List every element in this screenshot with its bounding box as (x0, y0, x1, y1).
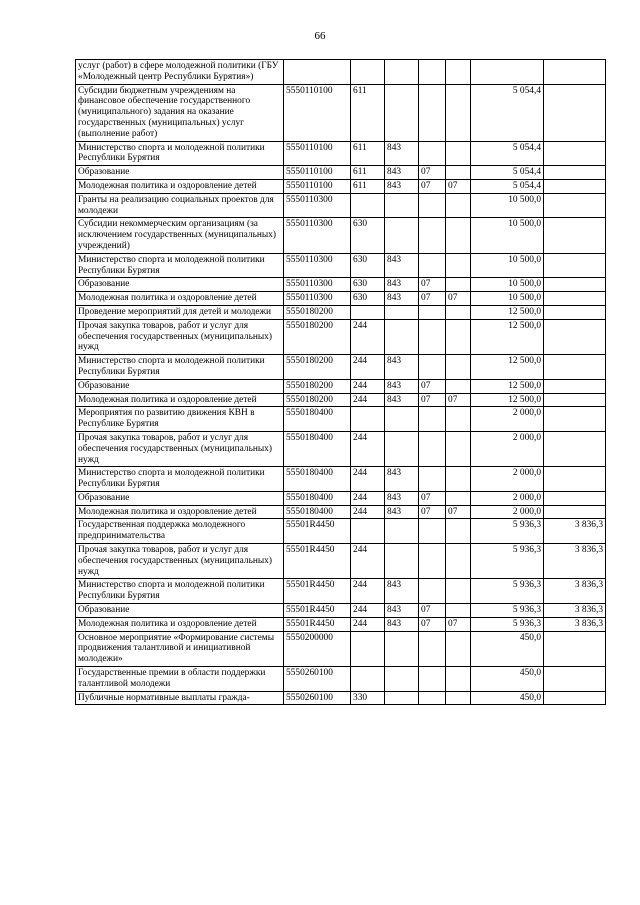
section-cell: 07 (419, 278, 446, 292)
amount-cell: 12 500,0 (471, 393, 544, 407)
table-row (76, 467, 606, 492)
row-name-cell: Министерство спорта и молодежной политики Республики Бурятия (76, 141, 284, 166)
amount-cell: 10 500,0 (471, 193, 544, 218)
target-article-cell: 55501R4450 (284, 604, 351, 618)
subsection-cell (446, 604, 471, 618)
section-cell (419, 667, 446, 692)
expense-type-cell: 244 (351, 617, 385, 631)
row-name-cell: Образование (76, 379, 284, 393)
expense-type-cell: 330 (351, 691, 385, 705)
table-row (76, 617, 606, 631)
subsection-cell: 07 (446, 617, 471, 631)
table-row (76, 193, 606, 218)
amount-cell: 5 054,4 (471, 166, 544, 180)
amount-cell: 12 500,0 (471, 319, 544, 354)
section-cell: 07 (419, 292, 446, 306)
section-cell: 07 (419, 166, 446, 180)
section-cell (419, 253, 446, 278)
target-article-cell: 5550260100 (284, 691, 351, 705)
target-article-cell: 5550180200 (284, 305, 351, 319)
table-row (76, 519, 606, 544)
row-name-cell: Проведение мероприятий для детей и молодежи (76, 305, 284, 319)
expense-type-cell: 244 (351, 379, 385, 393)
row-name-cell: Министерство спорта и молодежной политики Республики Бурятия (76, 355, 284, 380)
target-article-cell: 55501R4450 (284, 579, 351, 604)
section-cell: 07 (419, 604, 446, 618)
expense-type-cell: 630 (351, 278, 385, 292)
target-article-cell: 5550180400 (284, 491, 351, 505)
amount-cell: 5 936,3 (471, 617, 544, 631)
expense-type-cell: 244 (351, 431, 385, 466)
section-cell (419, 407, 446, 432)
federal-amount-cell (544, 505, 606, 519)
row-name-cell: Образование (76, 491, 284, 505)
expense-type-cell: 630 (351, 253, 385, 278)
table-row (76, 431, 606, 466)
amount-cell: 12 500,0 (471, 305, 544, 319)
section-cell: 07 (419, 491, 446, 505)
table-row (76, 278, 606, 292)
subsection-cell (446, 253, 471, 278)
section-cell: 07 (419, 505, 446, 519)
ministry-code-cell (385, 193, 419, 218)
section-cell: 07 (419, 179, 446, 193)
expense-type-cell (351, 519, 385, 544)
table-row (76, 491, 606, 505)
target-article-cell: 5550180200 (284, 355, 351, 380)
amount-cell (471, 60, 544, 85)
row-name-cell: Прочая закупка товаров, работ и услуг для обеспечения государственных (муниципальных) нужд (76, 431, 284, 466)
row-name-cell: Субсидии некоммерческим организациям (за исключением государственных (муниципальных) учреждений) (76, 218, 284, 253)
ministry-code-cell (385, 544, 419, 579)
ministry-code-cell: 843 (385, 355, 419, 380)
row-name-cell: Молодежная политика и оздоровление детей (76, 179, 284, 193)
ministry-code-cell: 843 (385, 179, 419, 193)
amount-cell: 2 000,0 (471, 491, 544, 505)
target-article-cell: 5550260100 (284, 667, 351, 692)
federal-amount-cell (544, 355, 606, 380)
row-name-cell: Министерство спорта и молодежной политики Республики Бурятия (76, 467, 284, 492)
target-article-cell: 5550110300 (284, 193, 351, 218)
row-name-cell: Молодежная политика и оздоровление детей (76, 292, 284, 306)
expense-type-cell: 611 (351, 166, 385, 180)
section-cell (419, 141, 446, 166)
table-row (76, 667, 606, 692)
subsection-cell (446, 379, 471, 393)
subsection-cell (446, 166, 471, 180)
federal-amount-cell (544, 292, 606, 306)
target-article-cell: 5550180400 (284, 407, 351, 432)
table-row (76, 218, 606, 253)
amount-cell: 2 000,0 (471, 505, 544, 519)
table-row (76, 179, 606, 193)
amount-cell: 5 936,3 (471, 579, 544, 604)
ministry-code-cell (385, 519, 419, 544)
ministry-code-cell: 843 (385, 491, 419, 505)
subsection-cell (446, 218, 471, 253)
target-article-cell: 5550110100 (284, 141, 351, 166)
target-article-cell: 5550180400 (284, 505, 351, 519)
section-cell (419, 631, 446, 666)
federal-amount-cell (544, 60, 606, 85)
table-row (76, 319, 606, 354)
subsection-cell (446, 467, 471, 492)
amount-cell: 450,0 (471, 631, 544, 666)
ministry-code-cell (385, 667, 419, 692)
subsection-cell: 07 (446, 179, 471, 193)
amount-cell: 12 500,0 (471, 379, 544, 393)
amount-cell: 2 000,0 (471, 407, 544, 432)
target-article-cell: 5550180200 (284, 379, 351, 393)
row-name-cell: Мероприятия по развитию движения КВН в Республике Бурятия (76, 407, 284, 432)
expense-type-cell: 244 (351, 491, 385, 505)
subsection-cell (446, 491, 471, 505)
row-name-cell: Государственные премии в области поддержки талантливой молодежи (76, 667, 284, 692)
row-name-cell: Основное мероприятие «Формирование системы продвижения талантливой и инициативной молодежи» (76, 631, 284, 666)
row-name-cell: Министерство спорта и молодежной политики Республики Бурятия (76, 579, 284, 604)
federal-amount-cell (544, 691, 606, 705)
target-article-cell: 5550110300 (284, 278, 351, 292)
table-row (76, 505, 606, 519)
amount-cell: 2 000,0 (471, 431, 544, 466)
row-name-cell: Молодежная политика и оздоровление детей (76, 505, 284, 519)
table-row (76, 393, 606, 407)
ministry-code-cell (385, 319, 419, 354)
section-cell: 07 (419, 393, 446, 407)
federal-amount-cell (544, 319, 606, 354)
expense-type-cell (351, 60, 385, 85)
row-name-cell: Министерство спорта и молодежной политики Республики Бурятия (76, 253, 284, 278)
table-row (76, 355, 606, 380)
section-cell (419, 60, 446, 85)
ministry-code-cell (385, 407, 419, 432)
ministry-code-cell (385, 60, 419, 85)
federal-amount-cell (544, 84, 606, 141)
table-row (76, 604, 606, 618)
amount-cell: 5 936,3 (471, 544, 544, 579)
expense-type-cell (351, 631, 385, 666)
subsection-cell (446, 84, 471, 141)
ministry-code-cell: 843 (385, 278, 419, 292)
amount-cell: 10 500,0 (471, 253, 544, 278)
expense-type-cell (351, 407, 385, 432)
federal-amount-cell (544, 431, 606, 466)
table-row (76, 544, 606, 579)
amount-cell: 12 500,0 (471, 355, 544, 380)
section-cell: 07 (419, 379, 446, 393)
ministry-code-cell: 843 (385, 617, 419, 631)
ministry-code-cell: 843 (385, 292, 419, 306)
section-cell (419, 84, 446, 141)
ministry-code-cell (385, 305, 419, 319)
target-article-cell: 5550110300 (284, 218, 351, 253)
target-article-cell: 55501R4450 (284, 519, 351, 544)
section-cell (419, 218, 446, 253)
subsection-cell (446, 305, 471, 319)
amount-cell: 450,0 (471, 667, 544, 692)
table-row (76, 691, 606, 705)
federal-amount-cell (544, 305, 606, 319)
target-article-cell: 5550110300 (284, 292, 351, 306)
subsection-cell (446, 319, 471, 354)
expense-type-cell (351, 305, 385, 319)
expense-type-cell (351, 193, 385, 218)
subsection-cell: 07 (446, 393, 471, 407)
expense-type-cell: 611 (351, 179, 385, 193)
amount-cell: 10 500,0 (471, 218, 544, 253)
federal-amount-cell (544, 491, 606, 505)
federal-amount-cell (544, 166, 606, 180)
section-cell (419, 691, 446, 705)
expense-type-cell (351, 667, 385, 692)
row-name-cell: Государственная поддержка молодежного предпринимательства (76, 519, 284, 544)
amount-cell: 10 500,0 (471, 278, 544, 292)
table-row (76, 292, 606, 306)
expense-type-cell: 244 (351, 467, 385, 492)
section-cell (419, 355, 446, 380)
expense-type-cell: 244 (351, 604, 385, 618)
expense-type-cell: 244 (351, 579, 385, 604)
table-row (76, 141, 606, 166)
federal-amount-cell (544, 631, 606, 666)
target-article-cell: 5550180200 (284, 319, 351, 354)
subsection-cell (446, 355, 471, 380)
target-article-cell: 5550110300 (284, 253, 351, 278)
expense-type-cell: 244 (351, 544, 385, 579)
row-name-cell: услуг (работ) в сфере молодежной политики (ГБУ «Молодежный центр Республики Бурятия») (76, 60, 284, 85)
ministry-code-cell (385, 431, 419, 466)
ministry-code-cell (385, 631, 419, 666)
federal-amount-cell: 3 836,3 (544, 544, 606, 579)
section-cell (419, 305, 446, 319)
ministry-code-cell (385, 218, 419, 253)
subsection-cell: 07 (446, 505, 471, 519)
subsection-cell (446, 579, 471, 604)
ministry-code-cell: 843 (385, 166, 419, 180)
ministry-code-cell: 843 (385, 579, 419, 604)
row-name-cell: Прочая закупка товаров, работ и услуг для обеспечения государственных (муниципальных) нужд (76, 544, 284, 579)
ministry-code-cell: 843 (385, 467, 419, 492)
federal-amount-cell (544, 407, 606, 432)
subsection-cell (446, 407, 471, 432)
ministry-code-cell (385, 84, 419, 141)
expense-type-cell: 630 (351, 292, 385, 306)
budget-table (75, 59, 606, 705)
amount-cell: 2 000,0 (471, 467, 544, 492)
ministry-code-cell (385, 691, 419, 705)
row-name-cell: Публичные нормативные выплаты гражда- (76, 691, 284, 705)
row-name-cell: Гранты на реализацию социальных проектов для молодежи (76, 193, 284, 218)
target-article-cell: 5550180400 (284, 467, 351, 492)
ministry-code-cell: 843 (385, 141, 419, 166)
federal-amount-cell (544, 179, 606, 193)
federal-amount-cell (544, 141, 606, 166)
federal-amount-cell: 3 836,3 (544, 617, 606, 631)
row-name-cell: Прочая закупка товаров, работ и услуг для обеспечения государственных (муниципальных) нужд (76, 319, 284, 354)
ministry-code-cell: 843 (385, 505, 419, 519)
section-cell (419, 467, 446, 492)
ministry-code-cell: 843 (385, 379, 419, 393)
federal-amount-cell (544, 467, 606, 492)
subsection-cell (446, 691, 471, 705)
federal-amount-cell (544, 379, 606, 393)
page-number: 66 (314, 30, 326, 42)
section-cell (419, 319, 446, 354)
subsection-cell (446, 60, 471, 85)
table-row (76, 407, 606, 432)
amount-cell: 5 054,4 (471, 84, 544, 141)
row-name-cell: Образование (76, 278, 284, 292)
expense-type-cell: 611 (351, 84, 385, 141)
section-cell (419, 544, 446, 579)
section-cell (419, 519, 446, 544)
row-name-cell: Молодежная политика и оздоровление детей (76, 393, 284, 407)
subsection-cell (446, 141, 471, 166)
expense-type-cell: 611 (351, 141, 385, 166)
table-row (76, 305, 606, 319)
subsection-cell (446, 519, 471, 544)
subsection-cell (446, 631, 471, 666)
ministry-code-cell: 843 (385, 393, 419, 407)
ministry-code-cell: 843 (385, 604, 419, 618)
target-article-cell: 5550200000 (284, 631, 351, 666)
federal-amount-cell: 3 836,3 (544, 579, 606, 604)
row-name-cell: Образование (76, 604, 284, 618)
subsection-cell (446, 667, 471, 692)
subsection-cell (446, 278, 471, 292)
expense-type-cell: 244 (351, 393, 385, 407)
section-cell (419, 193, 446, 218)
subsection-cell: 07 (446, 292, 471, 306)
federal-amount-cell (544, 393, 606, 407)
amount-cell: 5 936,3 (471, 604, 544, 618)
target-article-cell (284, 60, 351, 85)
row-name-cell: Субсидии бюджетным учреждениям на финансовое обеспечение государственного (муниципального) задания на оказание государственных (муниципальных) услуг (выполнение работ) (76, 84, 284, 141)
target-article-cell: 55501R4450 (284, 544, 351, 579)
subsection-cell (446, 193, 471, 218)
amount-cell: 5 054,4 (471, 141, 544, 166)
row-name-cell: Образование (76, 166, 284, 180)
federal-amount-cell: 3 836,3 (544, 519, 606, 544)
table-row (76, 631, 606, 666)
table-row (76, 60, 606, 85)
ministry-code-cell: 843 (385, 253, 419, 278)
section-cell: 07 (419, 617, 446, 631)
expense-type-cell: 244 (351, 319, 385, 354)
federal-amount-cell (544, 193, 606, 218)
table-body (76, 60, 606, 705)
target-article-cell: 55501R4450 (284, 617, 351, 631)
federal-amount-cell (544, 218, 606, 253)
amount-cell: 5 936,3 (471, 519, 544, 544)
table-row (76, 84, 606, 141)
amount-cell: 450,0 (471, 691, 544, 705)
table-row (76, 253, 606, 278)
amount-cell: 10 500,0 (471, 292, 544, 306)
federal-amount-cell (544, 667, 606, 692)
expense-type-cell: 244 (351, 505, 385, 519)
expense-type-cell: 630 (351, 218, 385, 253)
target-article-cell: 5550110100 (284, 84, 351, 141)
federal-amount-cell (544, 278, 606, 292)
table-row (76, 579, 606, 604)
subsection-cell (446, 431, 471, 466)
section-cell (419, 431, 446, 466)
expense-type-cell: 244 (351, 355, 385, 380)
table-row (76, 379, 606, 393)
federal-amount-cell: 3 836,3 (544, 604, 606, 618)
table-row (76, 166, 606, 180)
subsection-cell (446, 544, 471, 579)
amount-cell: 5 054,4 (471, 179, 544, 193)
target-article-cell: 5550180200 (284, 393, 351, 407)
target-article-cell: 5550110100 (284, 166, 351, 180)
target-article-cell: 5550180400 (284, 431, 351, 466)
row-name-cell: Молодежная политика и оздоровление детей (76, 617, 284, 631)
federal-amount-cell (544, 253, 606, 278)
target-article-cell: 5550110100 (284, 179, 351, 193)
section-cell (419, 579, 446, 604)
